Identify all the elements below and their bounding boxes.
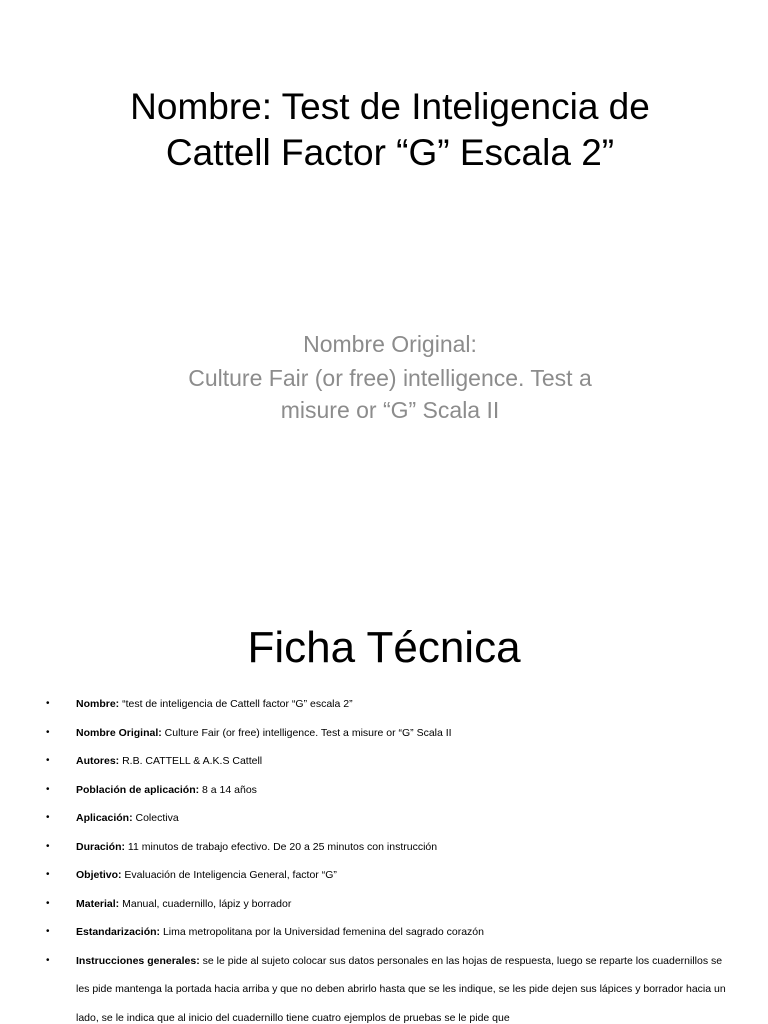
item-text: Culture Fair (or free) intelligence. Test a misure or “G” Scala II xyxy=(161,726,452,739)
list-item xyxy=(40,890,730,919)
bullet-icon: • xyxy=(46,897,50,909)
item-text: se le pide al sujeto colocar sus datos personales en las hojas de respuesta, luego se reparte los cuadernillos se les pide mantenga la portada hacia arriba y que no deben abrirlo hasta que se les indique, se les pide dejen sus lápices y borrador hacia un lado, se le indica que al inicio del cuadernillo tiene cuatro ejemplos de pruebas se le pide que xyxy=(76,954,726,1024)
item-label: Población de aplicación: xyxy=(76,783,200,796)
item-label: Material: xyxy=(76,897,120,910)
ficha-tecnica-list xyxy=(40,690,730,1024)
list-item xyxy=(40,719,730,748)
item-label: Nombre Original: xyxy=(76,726,162,739)
item-label: Duración: xyxy=(76,840,126,853)
item-text: R.B. CATTELL & A.K.S Cattell xyxy=(119,755,263,767)
list-item xyxy=(40,747,730,776)
item-text: “test de inteligencia de Cattell factor “G” escala 2” xyxy=(119,698,353,710)
list-item xyxy=(40,690,730,719)
slide2-title: Ficha Técnica xyxy=(247,623,521,672)
item-label: Instrucciones generales: xyxy=(76,954,200,967)
list-item xyxy=(40,861,730,890)
slide1-title-line2: Cattell Factor “G” Escala 2” xyxy=(165,132,615,173)
item-text: 11 minutos de trabajo efectivo. De 20 a 25 minutos con instrucción xyxy=(125,840,438,853)
list-item xyxy=(40,776,730,805)
bullet-icon: • xyxy=(46,755,50,766)
bullet-icon: • xyxy=(46,812,50,823)
slide1-subtitle xyxy=(110,328,670,426)
subtitle-line2: misure or “G” Scala II xyxy=(280,397,500,423)
slide1-title-line1: Nombre: Test de Inteligencia de xyxy=(130,86,650,127)
bullet-icon: • xyxy=(46,840,50,852)
list-item xyxy=(40,833,730,862)
bullet-icon: • xyxy=(46,698,50,709)
item-label: Nombre: xyxy=(76,698,120,710)
bullet-icon: • xyxy=(46,726,50,738)
item-text: 8 a 14 años xyxy=(199,783,257,796)
bullet-icon: • xyxy=(46,954,50,966)
bullet-icon: • xyxy=(46,869,50,880)
item-label: Objetivo: xyxy=(76,869,122,881)
subtitle-label: Nombre Original: xyxy=(303,331,477,357)
item-text: Manual, cuadernillo, lápiz y borrador xyxy=(119,897,292,910)
item-text: Lima metropolitana por la Universidad femenina del sagrado corazón xyxy=(160,926,484,938)
list-item xyxy=(40,804,730,833)
item-text: Evaluación de Inteligencia General, factor “G” xyxy=(121,869,337,881)
item-text: Colectiva xyxy=(132,812,179,824)
bullet-icon: • xyxy=(46,926,50,937)
item-label: Autores: xyxy=(76,755,120,767)
item-label: Estandarización: xyxy=(76,926,161,938)
list-item xyxy=(40,918,730,947)
subtitle-line1: Culture Fair (or free) intelligence. Test a xyxy=(188,365,592,391)
bullet-icon: • xyxy=(46,783,50,795)
slide1-title xyxy=(60,84,720,176)
item-label: Aplicación: xyxy=(76,812,133,824)
list-item xyxy=(40,947,730,1024)
